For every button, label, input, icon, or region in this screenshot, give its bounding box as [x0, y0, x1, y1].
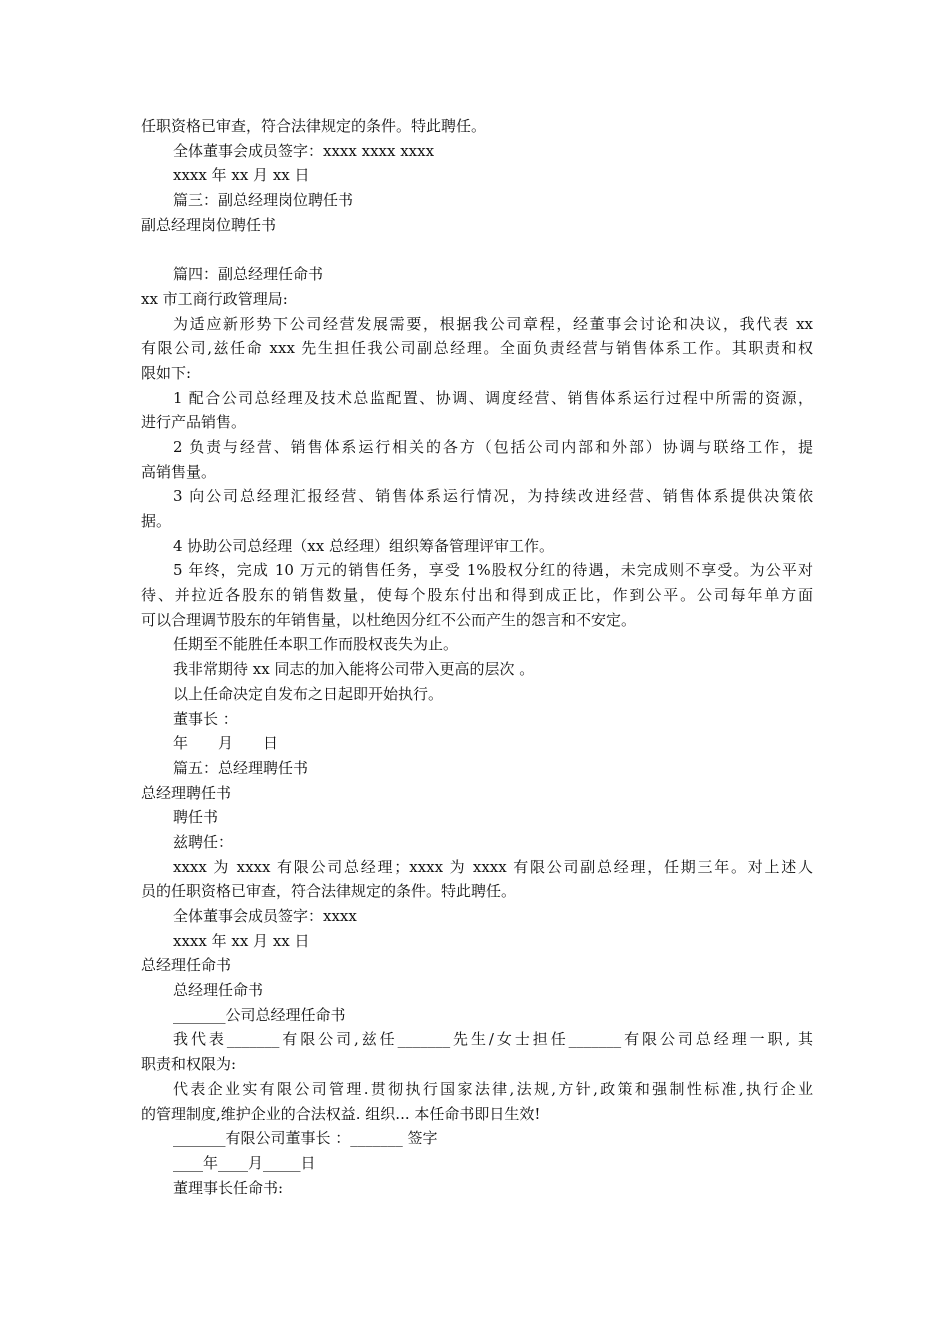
text-line: 4 协助公司总经理（xx 总经理）组织筹备管理评审工作。 — [173, 536, 555, 555]
text-line: 聘任书 — [173, 808, 219, 827]
date-line: xxxx 年 xx 月 xx 日 — [173, 931, 310, 950]
text-line: 全体董事会成员签字：xxxx xxxx xxxx — [173, 141, 435, 160]
section-heading: 篇五：总经理聘任书 — [173, 758, 309, 777]
text-line: 总经理任命书 — [141, 956, 232, 975]
date-line: ____年____月_____日 — [173, 1153, 316, 1172]
text-line: xx 市工商行政管理局: — [141, 289, 288, 308]
text-line: 总经理聘任书 — [141, 783, 232, 802]
text-line: _______公司总经理任命书 — [173, 1005, 346, 1024]
text-line: 我非常期待 xx 同志的加入能将公司带入更高的层次 。 — [173, 660, 535, 679]
date-line: 年 月 日 — [173, 734, 279, 753]
text-line: 兹聘任： — [173, 832, 234, 851]
text-line: 进行产品销售。 — [141, 413, 247, 432]
text-line: 董理事长任命书: — [173, 1178, 284, 1197]
text-line: 高销售量。 — [141, 462, 217, 481]
text-line: 可以合理调节股东的年销售量，以杜绝因分红不公而产生的怨言和不安定。 — [141, 610, 637, 629]
text-line: 任期至不能胜任本职工作而股权丧失为止。 — [173, 635, 459, 654]
text-line: 我代表_______有限公司,兹任_______先生/女士担任_______有限公司总经理一职, 其 — [173, 1030, 813, 1049]
text-line: 限如下: — [141, 363, 192, 382]
section-heading: 篇四：副总经理任命书 — [173, 265, 324, 284]
text-line: 的管理制度,维护企业的合法权益. 组织... 本任命书即日生效! — [141, 1104, 541, 1123]
text-line: 为适应新形势下公司经营发展需要，根据我公司章程，经董事会讨论和决议，我代表 xx — [173, 314, 813, 333]
text-line: 任职资格已审查，符合法律规定的条件。特此聘任。 — [141, 117, 487, 135]
text-line: 以上任命决定自发布之日起即开始执行。 — [173, 684, 444, 703]
text-line: 2 负责与经营、销售体系运行相关的各方（包括公司内部和外部）协调与联络工作，提 — [173, 437, 813, 456]
text-line: xxxx 年 xx 月 xx 日 — [173, 166, 310, 185]
text-line: 3 向公司总经理汇报经营、销售体系运行情况，为持续改进经营、销售体系提供决策依 — [173, 487, 813, 506]
text-line: 董事长 ： — [173, 709, 238, 728]
text-line: 据。 — [141, 512, 172, 530]
signature-line: _______有限公司董事长 ：_______ 签字 — [173, 1129, 438, 1148]
text-line: 职责和权限为: — [141, 1055, 237, 1074]
text-line: 5 年终，完成 10 万元的销售任务，享受 1%股权分红的待遇，未完成则不享受。为公平对 — [173, 561, 813, 580]
text-line: 1 配合公司总经理及技术总监配置、协调、调度经营、销售体系运行过程中所需的资源， — [173, 388, 813, 407]
text-line: 员的任职资格已审查，符合法律规定的条件。特此聘任。 — [141, 882, 517, 901]
text-line: 总经理任命书 — [173, 981, 264, 1000]
text-line: xxxx 为 xxxx 有限公司总经理；xxxx 为 xxxx 有限公司副总经理，任期三年。对上述人 — [173, 857, 813, 876]
blank-line — [141, 237, 813, 262]
text-line: 副总经理岗位聘任书 — [141, 215, 277, 234]
text-line: 代表企业实有限公司管理.贯彻执行国家法律,法规,方针,政策和强制性标准,执行企业 — [173, 1079, 813, 1098]
text-line: 待、并拉近各股东的销售数量，使每个股东付出和得到成正比，作到公平。公司每年单方面 — [141, 586, 813, 605]
document-page — [141, 114, 813, 1200]
text-line: 全体董事会成员签字：xxxx — [173, 907, 357, 925]
section-heading: 篇三：副总经理岗位聘任书 — [173, 191, 354, 210]
text-line: 有限公司,兹任命 xxx 先生担任我公司副总经理。全面负责经营与销售体系工作。其职责和权 — [141, 339, 813, 358]
